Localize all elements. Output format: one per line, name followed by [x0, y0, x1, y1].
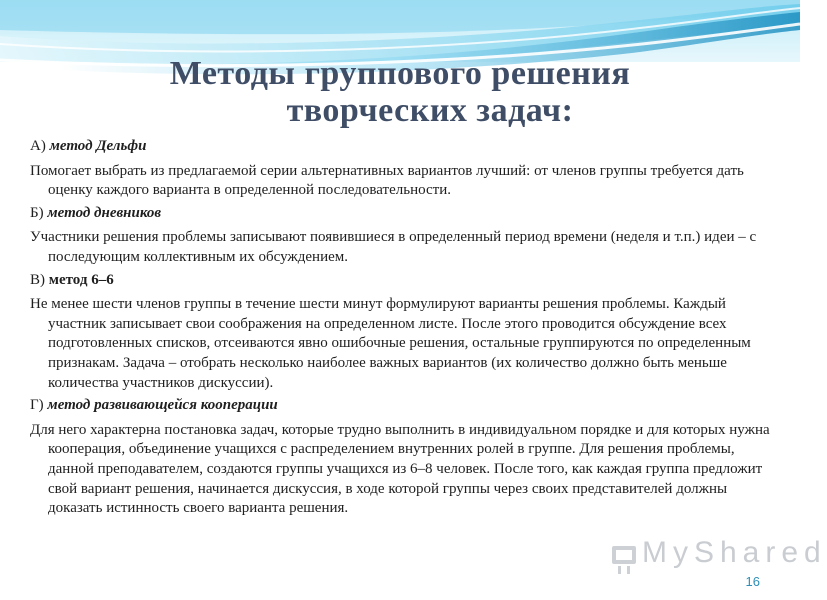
- section-text-delphi: Помогает выбрать из предлагаемой серии альтернативных вариантов лучший: от членов группы требуется дать оценку каждого варианта в определенной последовательности.: [30, 162, 744, 199]
- section-heading-cooperation: [30, 396, 770, 416]
- section-heading-delphi: [30, 137, 770, 157]
- section-text-cooperation: Для него характерна постановка задач, которые трудно выполнить в индивидуальном порядке и для которых нужна кооперация, объединение учащихся с распределением внутренних ролей в группе. Для решения проблемы, данной преподавателем, создаются группы учащихся из 6–8 человек. После того, как каждая группа предложит свой вариант решения, начинается дискуссия, в ходе которой группы через своих представителей должны доказать истинность своего варианта решения.: [30, 421, 770, 517]
- watermark: [612, 536, 827, 570]
- section-prefix: Г): [30, 397, 44, 414]
- slide-title-line-2: творческих задач:: [286, 92, 574, 129]
- section-heading-diaries: [30, 204, 770, 224]
- section-method-name: метод развивающейся кооперации: [47, 397, 278, 414]
- slide-title: [0, 55, 800, 129]
- section-prefix: Б): [30, 204, 44, 221]
- section-heading-6-6: [30, 271, 770, 291]
- page-number: 16: [745, 574, 760, 589]
- section-prefix: В): [30, 271, 45, 288]
- slide-body: [30, 134, 770, 522]
- section-text-6-6: Не менее шести членов группы в течение шести минут формулируют варианты решения проблемы. Каждый участник записывает свои соображения на определенном листе. После этого проводится обсуждение всех подготовленных списков, отсеиваются явно ошибочные решения, остальные группируются по определенным признакам. Задача – отобрать несколько наиболее важных вариантов (их количество должно быть меньше количества участников дискуссии).: [30, 296, 751, 391]
- watermark-text: MyShared: [642, 536, 827, 569]
- section-method-name: метод 6–6: [48, 271, 114, 288]
- section-method-name: метод дневников: [47, 204, 162, 221]
- slide-title-line-1: Методы группового решения: [169, 55, 631, 92]
- section-method-name: метод Дельфи: [49, 138, 147, 154]
- section-prefix: А): [30, 138, 46, 154]
- section-text-diaries: Участники решения проблемы записывают появившиеся в определенный период времени (неделя и т.п.) идеи – с последующим коллективным их обсуждением.: [30, 229, 757, 265]
